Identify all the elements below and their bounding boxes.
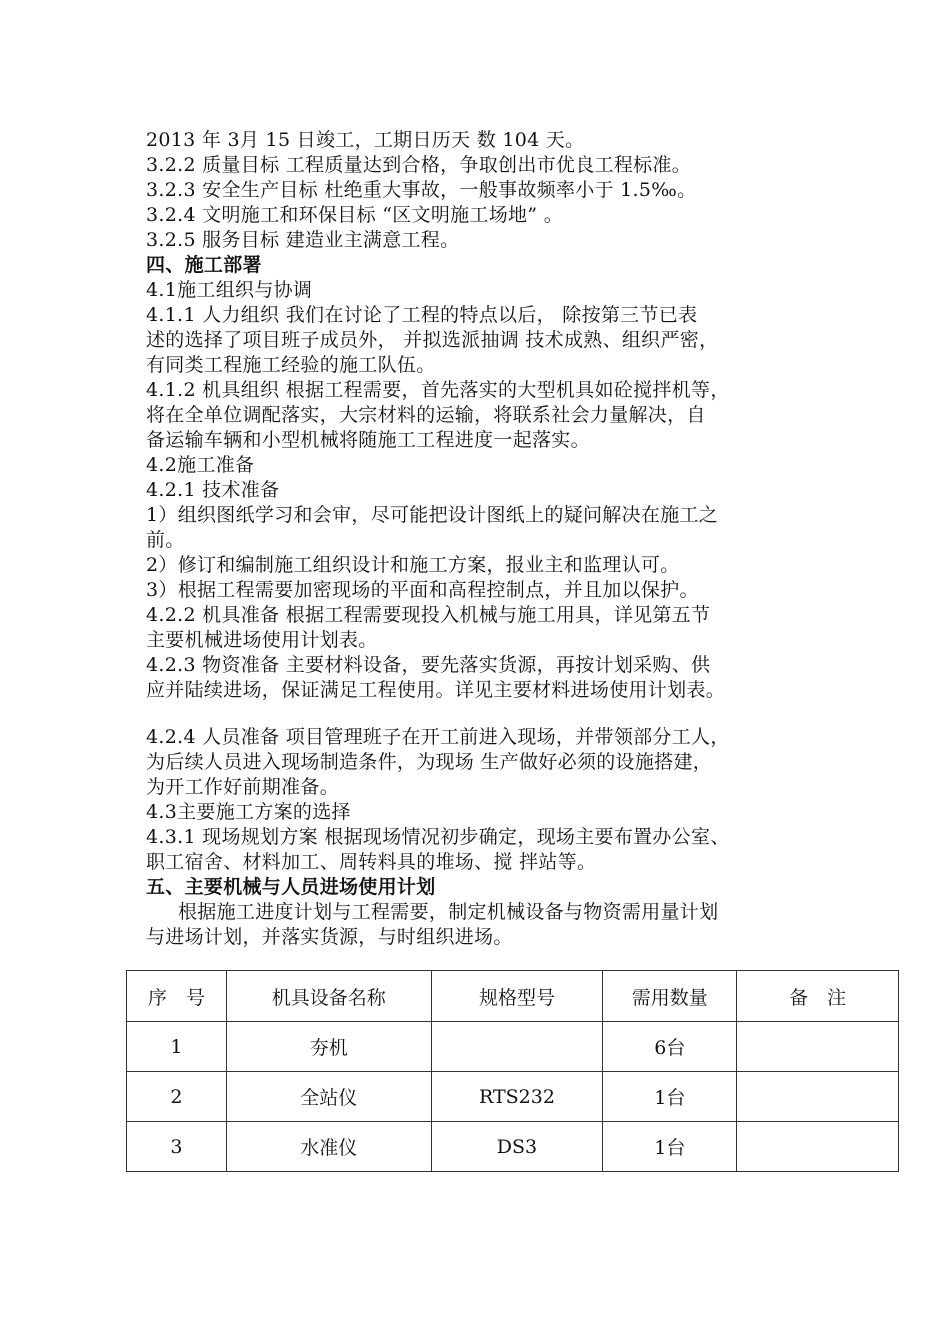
section-heading: 五、主要机械与人员进场使用计划 [146,876,436,898]
table-header-cell: 规格型号 [431,971,603,1022]
text-line: 4.1.2 机具组织 根据工程需要，首先落实的大型机具如砼搅拌机等， [146,379,730,401]
table-header-cell: 序 号 [127,971,227,1022]
text-line: 4.2.4 人员准备 项目管理班子在开工前进入现场，并带领部分工人， [146,726,730,748]
text-line: 主要机械进场使用计划表。 [146,629,378,651]
text-line: 3.2.3 安全生产目标 杜绝重大事故，一般事故频率小于 1.5‰。 [146,179,697,201]
text-line: 4.2.3 物资准备 主要材料设备，要先落实货源，再按计划采购、供 [146,654,711,676]
text-line: 2）修订和编制施工组织设计和施工方案，报业主和监理认可。 [146,554,680,576]
table-header-cell: 机具设备名称 [226,971,431,1022]
table-cell: DS3 [431,1122,603,1172]
text-line: 职工宿舍、材料加工、周转料具的堆场、搅 拌站等。 [146,851,597,873]
text-line: 备运输车辆和小型机械将随施工工程进度一起落实。 [146,429,590,451]
table-cell: 1台 [603,1122,737,1172]
text-line: 4.1.1 人力组织 我们在讨论了工程的特点以后， 除按第三节已表 [146,304,698,326]
text-line: 有同类工程施工经验的施工队伍。 [146,354,436,376]
table-cell: RTS232 [431,1072,603,1122]
table-cell: 1 [127,1022,227,1072]
table-cell: 夯机 [226,1022,431,1072]
text-line: 4.3主要施工方案的选择 [146,801,351,823]
text-line: 1）组织图纸学习和会审，尽可能把设计图纸上的疑问解决在施工之 [146,504,719,526]
table-cell: 3 [127,1122,227,1172]
text-line: 4.3.1 现场规划方案 根据现场情况初步确定，现场主要布置办公室、 [146,826,730,848]
table-cell: 1台 [603,1072,737,1122]
table-cell: 水准仪 [226,1122,431,1172]
text-line: 将在全单位调配落实，大宗材料的运输，将联系社会力量解决，自 [146,404,706,426]
text-line: 4.2施工准备 [146,454,255,476]
table-cell [737,1072,899,1122]
text-line: 4.2.2 机具准备 根据工程需要现投入机械与施工用具，详见第五节 [146,604,711,626]
table-cell [737,1022,899,1072]
text-line: 4.1施工组织与协调 [146,279,313,301]
text-line: 为后续人员进入现场制造条件，为现场 生产做好必须的设施搭建， [146,751,713,773]
text-line: 3.2.2 质量目标 工程质量达到合格，争取创出市优良工程标准。 [146,154,692,176]
text-line: 应并陆续进场，保证满足工程使用。详见主要材料进场使用计划表。 [146,679,726,701]
section-heading: 四、施工部署 [146,254,262,276]
text-line: 前。 [146,529,185,551]
table-cell: 2 [127,1072,227,1122]
text-line: 3.2.4 文明施工和环保目标 “区文明施工场地” 。 [146,204,563,226]
table-cell [737,1122,899,1172]
text-line: 为开工作好前期准备。 [146,776,340,798]
text-line: 3）根据工程需要加密现场的平面和高程控制点，并且加以保护。 [146,579,699,601]
text-line: 根据施工进度计划与工程需要，制定机械设备与物资需用量计划 [178,901,719,923]
table-row [127,1022,899,1072]
table-row [127,1072,899,1122]
table-cell: 全站仪 [226,1072,431,1122]
text-line: 2013 年 3月 15 日竣工，工期日历天 数 104 天。 [146,129,585,151]
equipment-plan-table [126,970,899,1172]
text-line: 3.2.5 服务目标 建造业主满意工程。 [146,229,460,251]
table-cell [431,1022,603,1072]
table-header-cell: 备 注 [737,971,899,1022]
table-cell: 6台 [603,1022,737,1072]
table-header-row [127,971,899,1022]
table-row [127,1122,899,1172]
text-line: 述的选择了项目班子成员外， 并拟选派抽调 技术成熟、组织严密， [146,329,719,351]
text-line: 与进场计划，并落实货源，与时组织进场。 [146,926,513,948]
text-line: 4.2.1 技术准备 [146,479,280,501]
table-header-cell: 需用数量 [603,971,737,1022]
